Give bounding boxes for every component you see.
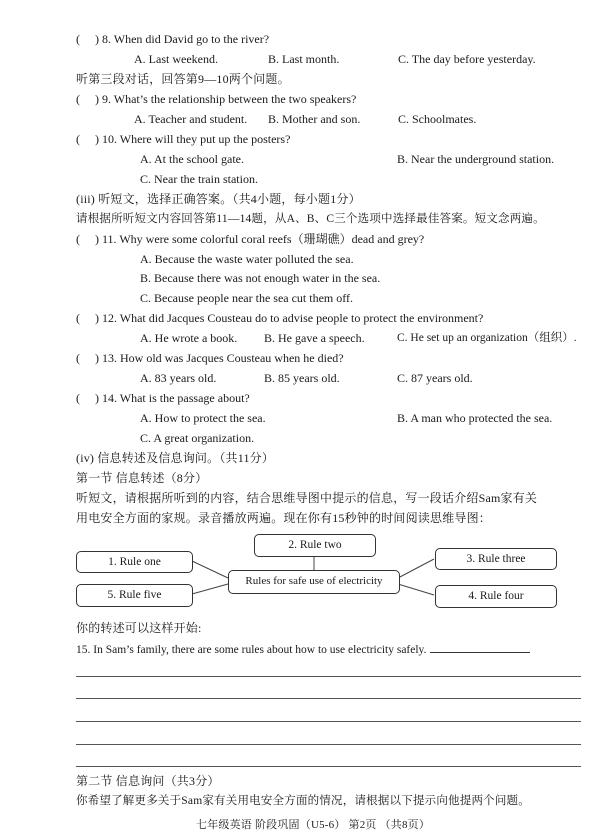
- answer-paren[interactable]: ( ): [76, 232, 99, 246]
- section-3-intro: 听第三段对话，回答第9—10两个问题。: [76, 72, 290, 86]
- question-stem: 14. What is the passage about?: [102, 391, 250, 405]
- mindmap-rule-one: 1. Rule one: [76, 551, 193, 573]
- option-c: C. The day before yesterday.: [398, 52, 536, 66]
- option-c: C. Near the train station.: [140, 172, 258, 186]
- section-2-title: 第二节 信息询问（共3分）: [76, 774, 220, 788]
- section-1-instructions-line1: 听短文，请根据所听到的内容，结合思维导图中提示的信息，写一段话介绍Sam家有关: [76, 491, 538, 505]
- answer-line[interactable]: [76, 766, 581, 767]
- section-1-title: 第一节 信息转述（8分）: [76, 471, 208, 485]
- option-c: C. He set up an organization（组织）.: [397, 332, 577, 344]
- answer-paren[interactable]: ( ): [76, 32, 99, 46]
- option-b: B. Mother and son.: [268, 112, 361, 126]
- part-4-title: (iv) 信息转述及信息询问。（共11分）: [76, 451, 275, 465]
- option-c: C. Schoolmates.: [398, 112, 477, 126]
- option-a: A. He wrote a book.: [140, 331, 238, 345]
- answer-blank[interactable]: [430, 641, 530, 653]
- question-stem: 9. What’s the relationship between the two speakers?: [102, 92, 357, 106]
- answer-paren[interactable]: ( ): [76, 132, 99, 146]
- option-a: A. At the school gate.: [140, 152, 244, 166]
- section-1-instructions-line2: 用电安全方面的家规。录音播放两遍。现在你有15秒钟的时间阅读思维导图：: [76, 511, 492, 525]
- answer-paren[interactable]: ( ): [76, 311, 99, 325]
- answer-paren[interactable]: ( ): [76, 351, 99, 365]
- mindmap-rule-two: 2. Rule two: [254, 534, 376, 557]
- option-a: A. 83 years old.: [140, 371, 217, 385]
- mindmap-center: Rules for safe use of electricity: [228, 570, 400, 594]
- question-stem: 13. How old was Jacques Cousteau when he died?: [102, 351, 344, 365]
- question-15: [76, 641, 530, 657]
- start-hint: 你的转述可以这样开始:: [76, 621, 202, 635]
- option-b: B. He gave a speech.: [264, 331, 365, 345]
- option-b: B. Last month.: [268, 52, 340, 66]
- question-stem: 8. When did David go to the river?: [102, 32, 270, 46]
- mindmap-rule-four: 4. Rule four: [435, 585, 557, 608]
- option-c: C. A great organization.: [140, 431, 255, 445]
- answer-paren[interactable]: ( ): [76, 92, 99, 106]
- question-stem: 10. Where will they put up the posters?: [102, 132, 291, 146]
- answer-line[interactable]: [76, 744, 581, 745]
- answer-line[interactable]: [76, 698, 581, 699]
- mindmap-rule-five: 5. Rule five: [76, 584, 193, 607]
- answer-line[interactable]: [76, 676, 581, 677]
- page-footer: 七年级英语 阶段巩固（U5-6） 第2页 （共8页）: [196, 819, 431, 831]
- option-c: C. 87 years old.: [397, 371, 473, 385]
- option-a: A. Because the waste water polluted the sea.: [140, 252, 354, 266]
- option-b: B. A man who protected the sea.: [397, 411, 553, 425]
- question-15-stem: 15. In Sam’s family, there are some rules about how to use electricity safely.: [76, 644, 427, 656]
- option-b: B. 85 years old.: [264, 371, 340, 385]
- question-stem: 11. Why were some colorful coral reefs（珊瑚礁）dead and grey?: [102, 232, 425, 246]
- option-c: C. Because people near the sea cut them off.: [140, 291, 354, 305]
- part-3-instructions: 请根据所听短文内容回答第11—14题，从A、B、C三个选项中选择最佳答案。短文念两遍。: [76, 213, 545, 225]
- mindmap-rule-three: 3. Rule three: [435, 548, 557, 570]
- section-2-instructions: 你希望了解更多关于Sam家有关用电安全方面的情况，请根据以下提示向他提两个问题。: [76, 795, 530, 807]
- question-stem: 12. What did Jacques Cousteau do to advise people to protect the environment?: [102, 311, 484, 325]
- option-a: A. How to protect the sea.: [140, 411, 266, 425]
- option-b: B. Because there was not enough water in the sea.: [140, 271, 381, 285]
- answer-line[interactable]: [76, 721, 581, 722]
- option-a: A. Teacher and student.: [134, 112, 248, 126]
- answer-paren[interactable]: ( ): [76, 391, 99, 405]
- option-a: A. Last weekend.: [134, 52, 218, 66]
- option-b: B. Near the underground station.: [397, 152, 555, 166]
- part-3-title: (iii) 听短文，选择正确答案。（共4小题，每小题1分）: [76, 192, 361, 206]
